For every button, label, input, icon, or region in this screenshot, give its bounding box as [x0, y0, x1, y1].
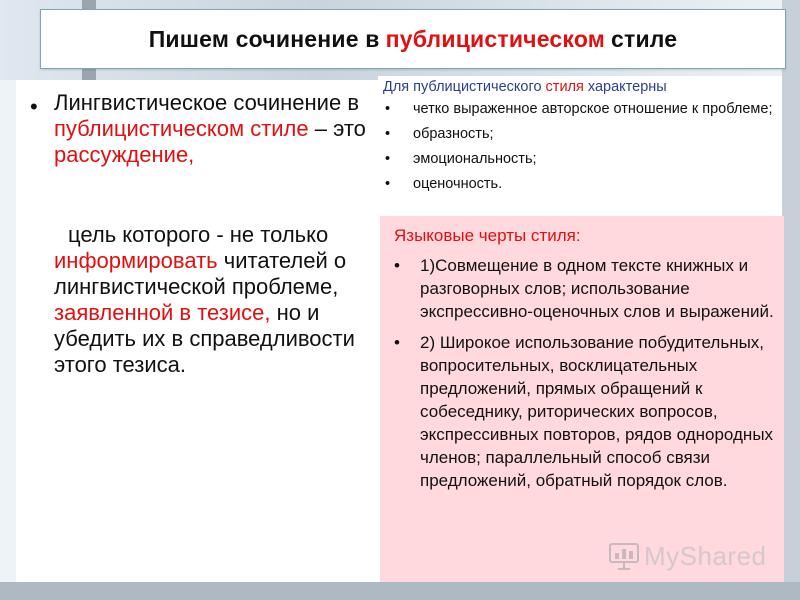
- slide-title: [40, 9, 786, 69]
- traits-title-part3: характерны: [583, 79, 667, 95]
- watermark: [608, 536, 768, 576]
- title-highlight: публицистическом: [385, 25, 605, 52]
- p2-text-1: цель которого - не только: [68, 222, 329, 247]
- background-right-strip: [782, 0, 800, 600]
- language-features-list: [390, 254, 776, 500]
- presentation-icon: [608, 540, 640, 572]
- bullet-marker: •: [30, 94, 38, 119]
- left-text-panel: [16, 80, 378, 582]
- list-item: • образность;: [385, 126, 494, 142]
- trait-item-3: эмоциональность;: [413, 151, 537, 167]
- p2-text-5: но и убедить их в справедливости этого тезиса.: [54, 300, 355, 377]
- lang-item-2: 2) Широкое использование побудительных, вопросительных, восклицательных предложений, прямых обращений к собеседнику, риторических вопросов, экспрессивных повторов, рядов однородных членов; параллельный способ связи предложений, обратный порядок слов.: [420, 333, 774, 490]
- list-item: • 1)Совмещение в одном тексте книжных и разговорных слов; использование экспрессивно-оценочных слов и выражений.: [394, 256, 774, 321]
- traits-title-part1: Для публицистического: [383, 79, 546, 95]
- watermark-text: MyShared: [644, 540, 767, 571]
- traits-title: [383, 79, 667, 95]
- background-bottom-strip: [0, 582, 800, 600]
- p2-text-4: заявленной в тезисе,: [54, 300, 271, 325]
- language-features-box: [380, 216, 784, 582]
- p1-text-1: Лингвистическое сочинение в: [54, 90, 360, 115]
- trait-item-1: четко выраженное авторское отношение к проблеме;: [413, 101, 773, 117]
- style-traits-box: [378, 76, 782, 216]
- lang-item-1: 1)Совмещение в одном тексте книжных и разговорных слов; использование экспрессивно-оценочных слов и выражений.: [420, 256, 774, 321]
- trait-item-4: оценочность.: [413, 176, 503, 192]
- list-item: • эмоциональность;: [385, 151, 537, 167]
- purpose-paragraph: [54, 222, 376, 378]
- list-item: • оценочность.: [385, 176, 503, 192]
- p1-text-4: рассуждение,: [54, 142, 195, 167]
- list-item: • 2) Широкое использование побудительных, вопросительных, восклицательных предложений, прямых обращений к собеседнику, риторических вопросов, экспрессивных повторов, рядов однородных членов; параллельный способ связи предложений, обратный порядок слов.: [394, 333, 774, 490]
- definition-paragraph: [54, 90, 374, 168]
- title-part1: Пишем сочинение в: [148, 25, 380, 52]
- p2-text-2: информировать: [54, 248, 218, 273]
- traits-title-part2: стиля: [545, 79, 584, 95]
- traits-list: [383, 101, 775, 201]
- trait-item-2: образность;: [413, 126, 494, 142]
- p1-text-3: – это: [308, 116, 366, 141]
- list-item: • четко выраженное авторское отношение к проблеме;: [385, 101, 773, 117]
- title-part2: стиле: [610, 25, 678, 52]
- language-features-title: Языковые черты стиля:: [394, 226, 581, 245]
- p2-text-3: читателей о лингвистической проблеме,: [54, 248, 347, 299]
- p1-text-2: публицистическом стиле: [54, 116, 309, 141]
